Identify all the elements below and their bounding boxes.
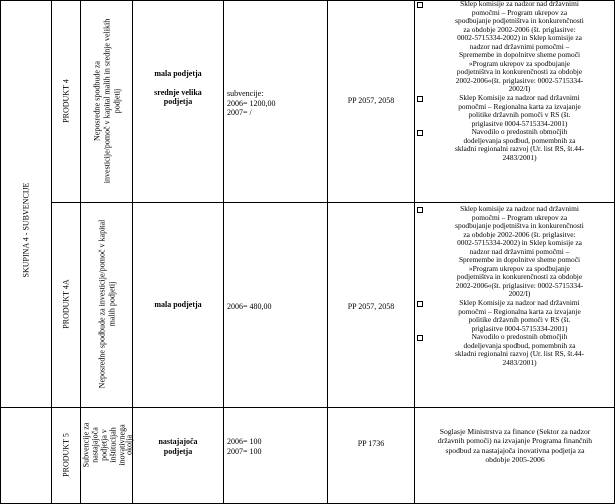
legal-item: Sklep Komisije za nadzor nad državnimi pomočmi – Regionalna karta za izvajanje politike državnih pomoči v RS (št. priglasitve 0004-5715334-2001) <box>416 299 612 333</box>
legal-item: Sklep Komisije za nadzor nad državnimi pomočmi – Regionalna karta za izvajanje politike državnih pomoči v RS (št. priglasitve 0004-5715334-2001) <box>416 94 612 128</box>
checkbox-icon <box>417 207 423 213</box>
checkbox-icon <box>417 335 423 341</box>
checkbox-icon <box>417 130 423 136</box>
row-divider-1 <box>51 202 615 203</box>
product-5-legal-basis: Soglasje Ministrstva za finance (Sektor za nadzor državnih pomoči) na izvajanje Programa finančnih spodbud za nastajajoča inovativna podjetja za obdobje 2005-2006 <box>437 427 593 464</box>
col-border-6 <box>414 0 415 504</box>
product-5-label: PRODUKT 5 <box>61 433 71 477</box>
col-border-1 <box>51 0 52 504</box>
col-border-5 <box>327 0 328 504</box>
col-border-4 <box>223 0 224 504</box>
legal-item: Navodilo o predostnih območjih dodeljevanja spodbud, pomembnih za skladni regionalni razvoj (Ur. list RS, št.44- 2483/2001) <box>416 128 612 162</box>
row-divider-2 <box>0 407 615 408</box>
checkbox-icon <box>417 2 423 8</box>
product-4a-values: 2006= 480,00 <box>227 302 272 311</box>
legal-item: Navodilo o predostnih območjih dodeljevanja spodbud, pomembnih za skladni regionalni razvoj (Ur. list RS, št.44- 2483/2001) <box>416 333 612 367</box>
product-4a-label: PRODUKT 4A <box>61 279 71 329</box>
product-4a-size: mala podjetja <box>154 300 202 309</box>
col-border-0 <box>0 0 1 504</box>
group-label: SKUPINA 4 - SUBVENCIJE <box>21 182 31 278</box>
product-4-values: subvencije: 2006= 1200,00 2007= / <box>227 89 276 117</box>
product-5-size: nastajajoča podjetja <box>158 437 198 456</box>
legal-item: Sklep komisije za nadzor nad državnimi pomočmi – Program ukrepov za spodbujanje podjetništva in konkurenčnosti za obdobje 2002-2006 (št. priglasitve: 0002-5715334-2002) in Sklep komisije za nadzor nad državnimi pomočmi – Spremembe in dopolnitve sheme pomoči »Program ukrepov za spodbujanje podjetništva in konkurenčnosti za obdobje 2002-2006«(št. priglasitve: 0002-5715334- 2002/I) <box>416 205 612 299</box>
product-5-program: PP 1736 <box>357 439 385 448</box>
product-4-size: mala podjetja srednje velika podjetja <box>154 69 202 106</box>
product-4-program: PP 2057, 2058 <box>347 96 395 105</box>
product-4a-program: PP 2057, 2058 <box>347 302 395 311</box>
legal-item: Sklep komisije za nadzor nad državnimi pomočmi – Program ukrepov za spodbujanje podjetništva in konkurenčnosti za obdobje 2002-2006 (št. priglasitve: 0002-5715334-2002) in Sklep komisije za nadzor nad državnimi pomočmi – Spremembe in dopolnitve sheme pomoči »Program ukrepov za spodbujanje podjetništva in konkurenčnosti za obdobje 2002-2006«(št. priglasitve: 0002-5715334- 2002/I) <box>416 0 612 94</box>
checkbox-icon <box>417 96 423 102</box>
product-4-legal-basis <box>416 0 612 162</box>
checkbox-icon <box>417 301 423 307</box>
product-4-label: PRODUKT 4 <box>61 79 71 123</box>
product-4a-legal-basis <box>416 205 612 367</box>
product-5-values: 2006= 100 2007= 100 <box>227 437 262 456</box>
